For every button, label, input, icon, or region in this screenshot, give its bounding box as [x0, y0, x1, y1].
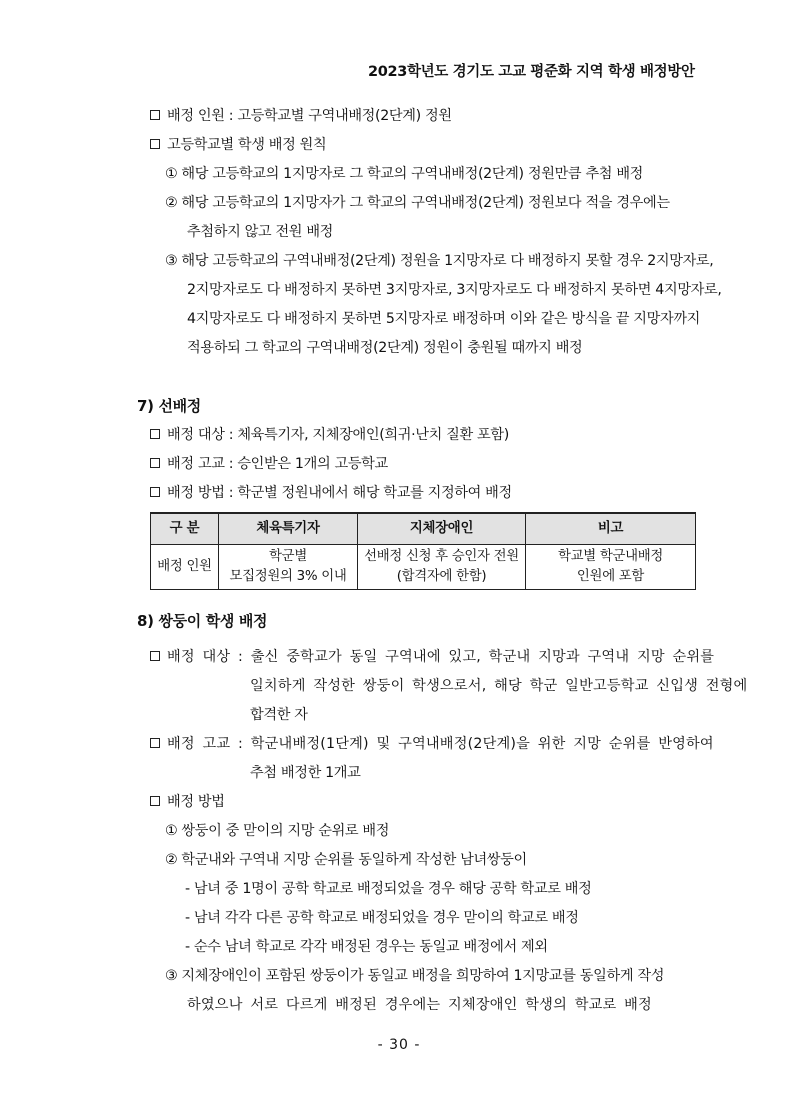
section-8-method-title [150, 792, 225, 812]
circled-number: ① [165, 823, 178, 839]
cell-line: 학교별 학군내배정 [557, 549, 664, 564]
school-line-2: 추첨 배정한 1개교 [250, 765, 361, 781]
table-header-category: 구 분 [151, 513, 219, 545]
principle-2-line-2: 추첨하지 않고 전원 배정 [187, 224, 334, 240]
table-cell-disabled [358, 545, 526, 590]
page-number: - 30 - [377, 1037, 421, 1053]
table-header-row [151, 513, 696, 545]
running-header: 2023학년도 경기도 고교 평준화 지역 학생 배정방안 [368, 64, 695, 80]
principle-3-line-4: 적용하되 그 학교의 구역내배정(2단계) 정원이 충원될 때까지 배정 [187, 340, 583, 356]
section-7-title: 7) 선배정 [137, 397, 201, 415]
method-3-line-2: 하였으나 서로 다르게 배정된 경우에는 지체장애인 학생의 학교로 배정 [187, 997, 652, 1013]
checkbox-bullet-icon [150, 738, 160, 748]
section-8-target [150, 647, 714, 667]
school-line-1: 학군내배정(1단계) 및 구역내배정(2단계)을 위한 지망 순위를 반영하여 [250, 736, 714, 752]
cell-line: 모집정원의 3% 이내 [229, 569, 347, 584]
method-2-text: 학군내와 구역내 지망 순위를 동일하게 작성한 남녀쌍둥이 [181, 852, 527, 868]
circled-number: ② [165, 195, 178, 211]
checkbox-bullet-icon [150, 139, 160, 149]
sub-item-2: - 남녀 각각 다른 공학 학교로 배정되었을 경우 맏이의 학교로 배정 [185, 910, 579, 926]
principle-2 [165, 193, 670, 213]
method-3-line-1: 지체장애인이 포함된 쌍둥이가 동일교 배정을 희망하여 1지망교를 동일하게 작성 [181, 968, 665, 984]
sub-item-1: - 남녀 중 1명이 공학 학교로 배정되었을 경우 해당 공학 학교로 배정 [185, 881, 592, 897]
table-cell-athletes [219, 545, 358, 590]
checkbox-bullet-icon [150, 458, 160, 468]
target-label: 배정 대상 : [167, 649, 251, 665]
target-line-2: 일치하게 작성한 쌍둥이 학생으로서, 해당 학군 일반고등학교 신입생 전형에 [250, 678, 748, 694]
principle-2-line-1: 해당 고등학교의 1지망자가 그 학교의 구역내배정(2단계) 정원보다 적을 경우에는 [181, 195, 670, 211]
principle-3-line-1: 해당 고등학교의 구역내배정(2단계) 정원을 1지망자로 다 배정하지 못할 경우 2지망자로, [181, 253, 714, 269]
section-7-school-text: 배정 고교 : 승인받은 1개의 고등학교 [167, 456, 388, 472]
circled-number: ③ [165, 253, 178, 269]
checkbox-bullet-icon [150, 487, 160, 497]
cell-line: 선배정 신청 후 승인자 전원 [364, 549, 519, 564]
section-7-target-text: 배정 대상 : 체육특기자, 지체장애인(희귀·난치 질환 포함) [167, 427, 509, 443]
checkbox-bullet-icon [150, 796, 160, 806]
circled-number: ① [165, 166, 178, 182]
checkbox-bullet-icon [150, 110, 160, 120]
principle-title-text: 고등학교별 학생 배정 원칙 [167, 137, 327, 153]
table-cell-remarks [526, 545, 696, 590]
target-line-1: 출신 중학교가 동일 구역내에 있고, 학군내 지망과 구역내 지망 순위를 [250, 649, 715, 665]
section-8-school [150, 734, 714, 754]
principle-1-line-1: 해당 고등학교의 1지망자로 그 학교의 구역내배정(2단계) 정원만큼 추첨 배정 [181, 166, 644, 182]
section-7-method-text: 배정 방법 : 학군별 정원내에서 해당 학교를 지정하여 배정 [167, 485, 512, 501]
table-row [151, 545, 696, 590]
pre-assignment-table [150, 512, 696, 590]
cell-line: (합격자에 한함) [396, 569, 487, 584]
method-3 [165, 966, 664, 986]
principle-title [150, 135, 326, 155]
principle-1 [165, 164, 643, 184]
method-2 [165, 850, 527, 870]
quota-line [150, 106, 452, 126]
method-title-text: 배정 방법 [167, 794, 225, 810]
circled-number: ③ [165, 968, 178, 984]
method-1-text: 쌍둥이 중 맏이의 지망 순위로 배정 [181, 823, 390, 839]
table-row-label: 배정 인원 [151, 545, 219, 590]
checkbox-bullet-icon [150, 651, 160, 661]
cell-line: 학군별 [269, 549, 307, 564]
checkbox-bullet-icon [150, 429, 160, 439]
section-7-target [150, 425, 509, 445]
principle-3-line-2: 2지망자로도 다 배정하지 못하면 3지망자로, 3지망자로도 다 배정하지 못하면 4지망자로, [187, 282, 722, 298]
sub-item-3: - 순수 남녀 학교로 각각 배정된 경우는 동일교 배정에서 제외 [185, 939, 548, 955]
quota-text: 배정 인원 : 고등학교별 구역내배정(2단계) 정원 [167, 108, 452, 124]
method-1 [165, 821, 389, 841]
circled-number: ② [165, 852, 178, 868]
section-7-method [150, 483, 512, 503]
table-header-athletes: 체육특기자 [219, 513, 358, 545]
section-7-school [150, 454, 388, 474]
principle-3-line-3: 4지망자로도 다 배정하지 못하면 5지망자로 배정하며 이와 같은 방식을 끝 지망자까지 [187, 311, 701, 327]
target-line-3: 합격한 자 [250, 707, 308, 723]
school-label: 배정 고교 : [167, 736, 251, 752]
table-header-disabled: 지체장애인 [358, 513, 526, 545]
section-8-title: 8) 쌍둥이 학생 배정 [137, 612, 268, 630]
cell-line: 인원에 포함 [576, 569, 645, 584]
table-header-remarks: 비고 [526, 513, 696, 545]
principle-3 [165, 251, 713, 271]
